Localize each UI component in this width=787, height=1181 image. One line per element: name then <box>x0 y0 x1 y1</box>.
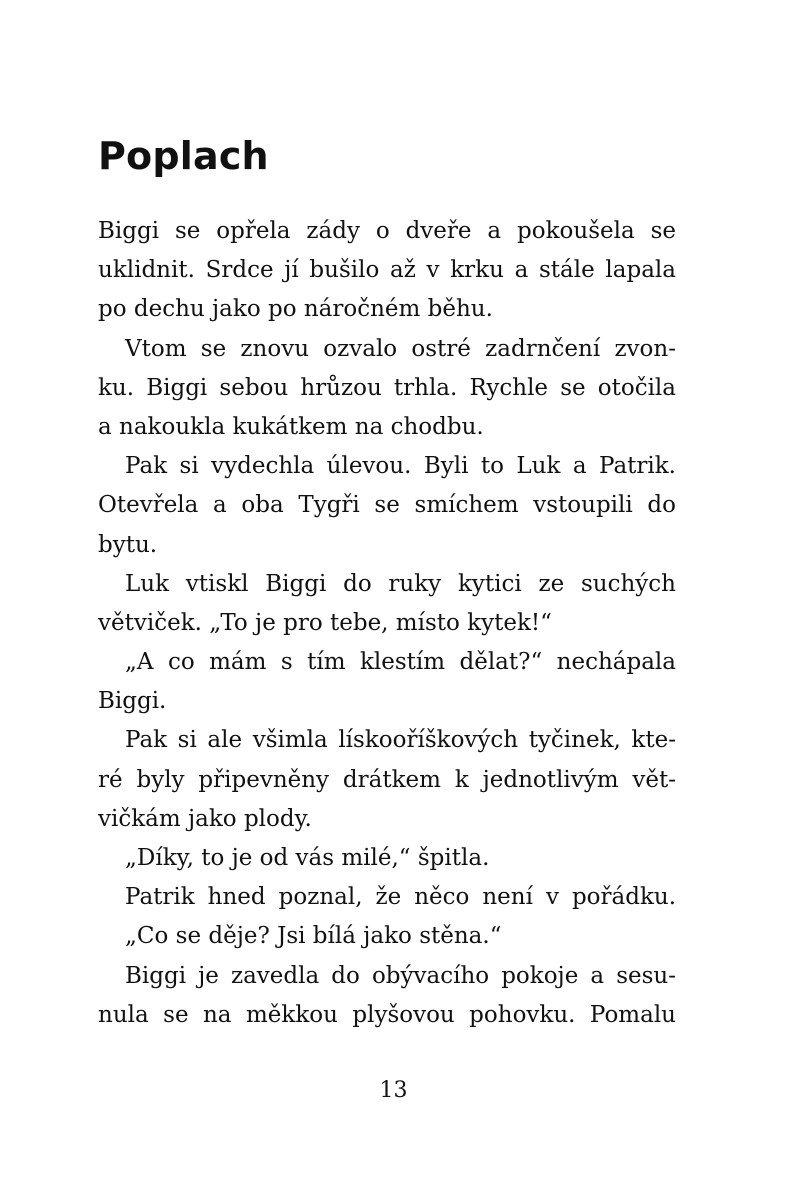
text-line: Otevřela a oba Tygři se smíchem vstoupili do <box>98 492 676 519</box>
text-line: nula se na měkkou plyšovou pohovku. Pomalu <box>98 1001 676 1028</box>
text-line: ré byly připevněny drátkem k jednotlivým vět- <box>98 766 676 793</box>
text-line: a nakoukla kukátkem na chodbu. <box>98 413 484 440</box>
text-line: „Co se děje? Jsi bílá jako stěna.“ <box>125 923 502 950</box>
text-line: po dechu jako po náročném běhu. <box>98 296 493 323</box>
text-line: větviček. „To je pro tebe, místo kytek!“ <box>98 609 552 636</box>
page-number: 13 <box>379 1078 408 1103</box>
text-line: Luk vtiskl Biggi do ruky kytici ze suchých <box>125 570 676 597</box>
text-line: Pak si ale všimla lískooříškových tyčinek, kte- <box>125 727 676 754</box>
text-line: Biggi je zavedla do obývacího pokoje a sesu- <box>125 962 676 989</box>
chapter-title: Poplach <box>98 134 269 178</box>
text-line: „A co mám s tím klestím dělat?“ nechápala <box>125 649 676 676</box>
text-line: vičkám jako plody. <box>98 805 312 832</box>
text-line: uklidnit. Srdce jí bušilo až v krku a stále lapala <box>98 257 676 284</box>
text-line: Biggi. <box>98 688 167 715</box>
text-line: Patrik hned poznal, že něco není v pořádku. <box>125 884 676 911</box>
text-line: bytu. <box>98 531 158 558</box>
body-text <box>98 212 676 1035</box>
text-line: Vtom se znovu ozvalo ostré zadrnčení zvon- <box>125 335 676 362</box>
text-line: Biggi se opřela zády o dveře a pokoušela se <box>98 218 676 244</box>
text-line: ku. Biggi sebou hrůzou trhla. Rychle se otočila <box>98 374 676 401</box>
text-line: Pak si vydechla úlevou. Byli to Luk a Patrik. <box>125 453 676 480</box>
text-line: „Díky, to je od vás milé,“ špitla. <box>125 845 490 871</box>
